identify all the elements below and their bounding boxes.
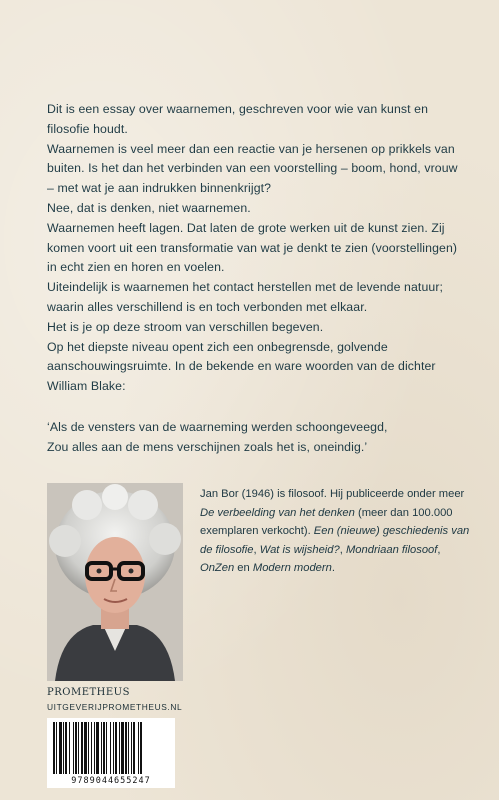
barcode-bar bbox=[138, 722, 139, 774]
barcode-bar bbox=[84, 722, 87, 774]
barcode-bar bbox=[133, 722, 135, 774]
barcode-bar bbox=[131, 722, 132, 774]
barcode-bar bbox=[119, 722, 120, 774]
barcode-bar bbox=[110, 722, 111, 774]
isbn-number: 9789044655247 bbox=[71, 776, 151, 786]
barcode-bar bbox=[88, 722, 89, 774]
barcode-bars bbox=[51, 722, 171, 774]
isbn-barcode bbox=[47, 718, 175, 788]
separator: en bbox=[234, 562, 253, 575]
barcode-bar bbox=[94, 722, 95, 774]
barcode-bar bbox=[128, 722, 129, 774]
publisher-url[interactable]: UITGEVERIJPROMETHEUS.NL bbox=[47, 702, 183, 712]
barcode-bar bbox=[101, 722, 102, 774]
separator: . bbox=[331, 562, 335, 575]
barcode-bar bbox=[59, 722, 62, 774]
blake-quote-line-2: Zou alles aan de mens verschijnen zoals het is, oneindig.’ bbox=[47, 439, 368, 454]
barcode-bar bbox=[65, 722, 67, 774]
barcode-bar bbox=[96, 722, 99, 774]
barcode-bar bbox=[140, 722, 142, 774]
barcode-bar bbox=[81, 722, 83, 774]
book-title: Wat is wijsheid? bbox=[259, 543, 340, 556]
barcode-bar bbox=[73, 722, 74, 774]
blurb-paragraph: Op het diepste niveau opent zich een onbegrensde, golvende aanschouwingsruimte. In de bekende en ware woorden van de dichter William Blake: bbox=[47, 339, 436, 394]
barcode-bar bbox=[113, 722, 114, 774]
bio-note: (meer dan 100.000 exemplaren verkocht). bbox=[200, 506, 453, 538]
barcode-bar bbox=[63, 722, 64, 774]
barcode-bar bbox=[103, 722, 105, 774]
separator: , bbox=[253, 543, 260, 556]
barcode-bar bbox=[75, 722, 77, 774]
book-title: Een (nieuwe) geschiedenis van de filosofie bbox=[200, 525, 470, 556]
separator: , bbox=[437, 543, 441, 556]
book-title: De verbeelding van het denken bbox=[200, 506, 355, 519]
barcode-bar bbox=[91, 722, 92, 774]
blurb-paragraph: Uiteindelijk is waarnemen het contact herstellen met de levende natuur; waarin alles verschillend is en toch verbonden met elkaar. bbox=[47, 280, 444, 314]
author-bio-text bbox=[200, 485, 475, 578]
barcode-bar bbox=[125, 722, 127, 774]
book-title: OnZen bbox=[200, 562, 235, 575]
blurb-paragraph: Waarnemen is veel meer dan een reactie van je hersenen op prikkels van buiten. Is het dan het verbinden van een voorstelling – boom, hond, vrouw – met wat je aan indrukken binnenkrijgt? bbox=[47, 141, 458, 196]
book-title: Modern modern bbox=[252, 562, 332, 575]
blurb-paragraph: Nee, dat is denken, niet waarnemen. bbox=[47, 200, 251, 215]
author-photo bbox=[47, 483, 183, 681]
separator: , bbox=[339, 543, 346, 556]
book-title: Mondriaan filosoof bbox=[345, 543, 438, 556]
barcode-bar bbox=[53, 722, 55, 774]
publisher-logo: PROMETHEUS bbox=[47, 687, 130, 698]
barcode-bar bbox=[56, 722, 57, 774]
author-portrait-illustration bbox=[47, 483, 183, 681]
barcode-bar bbox=[78, 722, 79, 774]
barcode-bar bbox=[121, 722, 124, 774]
blurb-paragraph: Het is je op deze stroom van verschillen begeven. bbox=[47, 319, 324, 334]
barcode-bar bbox=[69, 722, 70, 774]
bio-intro: Jan Bor (1946) is filosoof. Hij publiceerde onder meer bbox=[200, 488, 465, 500]
barcode-bar bbox=[106, 722, 107, 774]
blurb-paragraph: Dit is een essay over waarnemen, geschreven voor wie van kunst en filosofie houdt. bbox=[47, 102, 429, 136]
barcode-bar bbox=[115, 722, 117, 774]
author-bio bbox=[200, 485, 475, 578]
back-cover-blurb bbox=[47, 100, 467, 458]
blurb-paragraph: Waarnemen heeft lagen. Dat laten de grote werken uit de kunst zien. Zij komen voort uit een transformatie van wat je denkt te zien (voorstellingen) in echt zien en horen en voelen. bbox=[47, 220, 458, 275]
blake-quote-line-1: ‘Als de vensters van de waarneming werden schoongeveegd, bbox=[47, 419, 388, 434]
